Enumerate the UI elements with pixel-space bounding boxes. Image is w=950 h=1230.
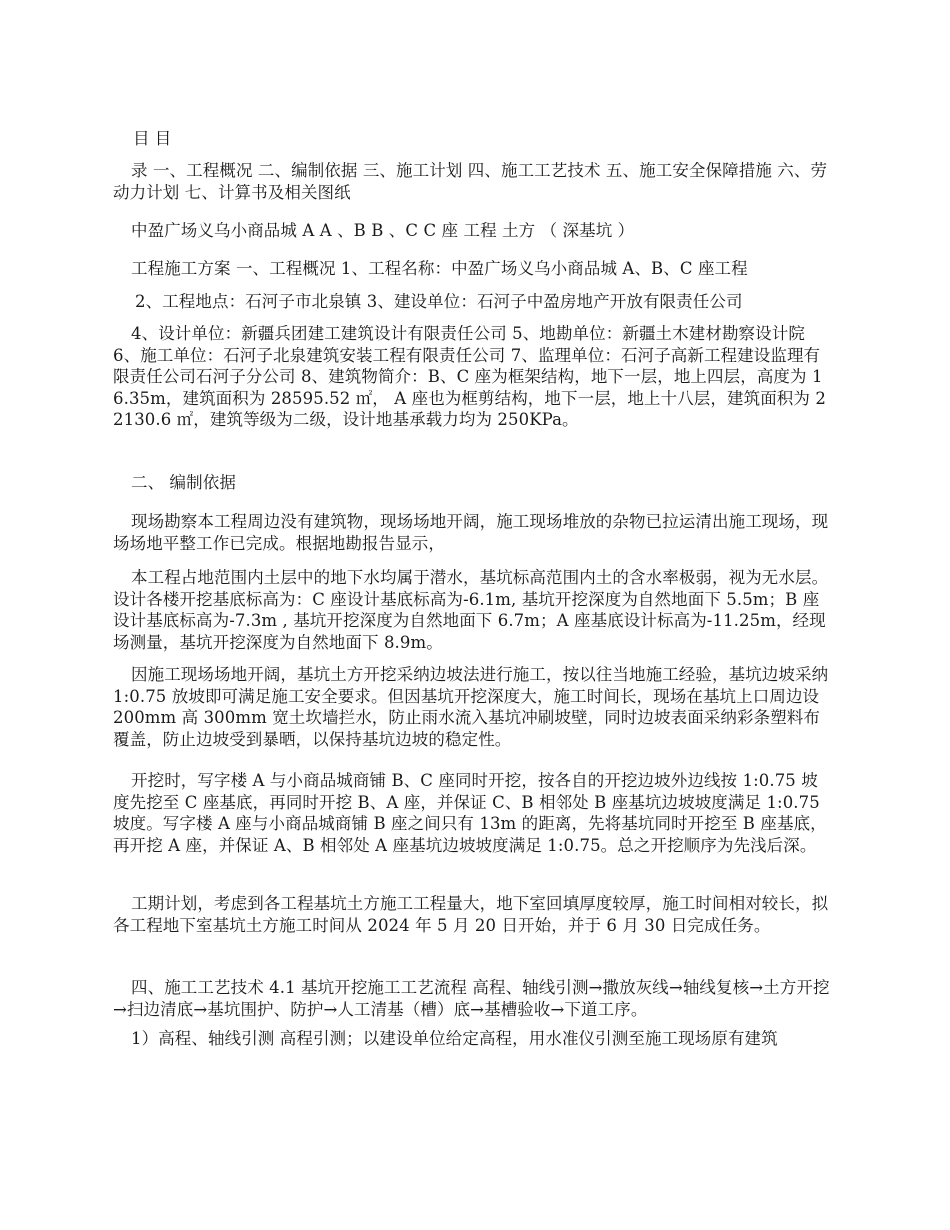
paragraph-elevation-survey: 1）高程、轴线引测 高程引测；以建设单位给定高程，用水准仪引测至施工现场原有建筑 [131,1029,778,1048]
paragraph-section-basis-heading: 二、 编制依据 [131,473,236,492]
paragraph-schedule: 工期计划，考虑到各工程基坑土方施工工程量大，地下室回填厚度较厚，施工时间相对较长，拟各工程地下室基坑土方施工时间从 2024 年 5 月 20 日开始，并于 6 月 30 日完成任务。 [113,894,829,935]
paragraph-process-flow: 四、施工工艺技术 4.1 基坑开挖施工工艺流程 高程、轴线引测→撒放灰线→轴线复核→土方开挖→扫边清底→基坑围护、防护→人工清基（槽）底→基槽验收→下道工序。 [113,978,830,1019]
paragraph-excavation-order: 开挖时，写字楼 A 与小商品城商铺 B、C 座同时开挖，按各自的开挖边坡外边线按 1:0.75 坡度先挖至 C 座基底，再同时开挖 B、A 座，并保证 C、B 相邻处 B 座基坑边坡坡度满足 1:0.75 坡度。写字楼 A 座与小商品城商铺 B 座之间只有 13m 的距离，先将基坑同时开挖至 B 座基底，再开挖 A 座，并保证 A、B 相邻处 A 座基坑边坡坡度满足 1:0.75。总之开挖顺序为先浅后深。 [113,771,827,855]
paragraph-table-of-contents: 录 一、工程概况 二、编制依据 三、施工计划 四、施工工艺技术 五、施工安全保障措施 六、劳动力计划 七、计算书及相关图纸 [113,161,828,202]
document-heading: 目 目 [133,129,172,148]
paragraph-overview-name: 工程施工方案 一、工程概况 1、工程名称：中盈广场义乌小商品城 A、B、C 座工程 [131,259,748,278]
paragraph-design-units: 4、设计单位：新疆兵团建工建筑设计有限责任公司 5、地勘单位：新疆土木建材勘察设计院 6、施工单位：石河子北泉建筑安装工程有限责任公司 7、监理单位：石河子高新工程建设监理有限责任公司石河子分公司 8、建筑物简介：B、C 座为框架结构，地下一层，地上四层，高度为 16.35m，建筑面积为 28595.52 ㎡， A 座也为框剪结构，地下一层，地上十八层，建筑面积为 22130.6 ㎡，建筑等级为二级，设计地基承载力均为 250KPa。 [113,324,826,429]
paragraph-slope-method: 因施工现场场地开阔，基坑土方开挖采纳边坡法进行施工，按以往当地施工经验，基坑边坡采纳 1:0.75 放坡即可满足施工安全要求。但因基坑开挖深度大，施工时间长，现场在基坑上口周边设 200mm 高 300mm 宽土坎墙拦水，防止雨水流入基坑冲刷坡壁，同时边坡表面采纳彩条塑料布覆盖，防止边坡受到暴晒，以保持基坑边坡的稳定性。 [113,665,829,749]
paragraph-site-survey: 现场勘察本工程周边没有建筑物，现场场地开阔，施工现场堆放的杂物已拉运清出施工现场，现场场地平整工作已完成。根据地勘报告显示， [113,512,829,553]
paragraph-project-title: 中盈广场义乌小商品城 A A 、B B 、C C 座 工程 土方 （ 深基坑 ） [131,221,635,240]
paragraph-location-builder: 2、工程地点：石河子市北泉镇 3、建设单位：石河子中盈房地产开放有限责任公司 [135,292,743,311]
paragraph-groundwater: 本工程占地范围内土层中的地下水均属于潜水，基坑标高范围内土的含水率极弱，视为无水层。设计各楼开挖基底标高为：C 座设计基底标高为-6.1m, 基坑开挖深度为自然地面下 5.5m；B 座设计基底标高为-7.3m , 基坑开挖深度为自然地面下 6.7m；A 座基底设计标高为-11.25m，经现场测量，基坑开挖深度为自然地面下 8.9m。 [113,568,829,652]
